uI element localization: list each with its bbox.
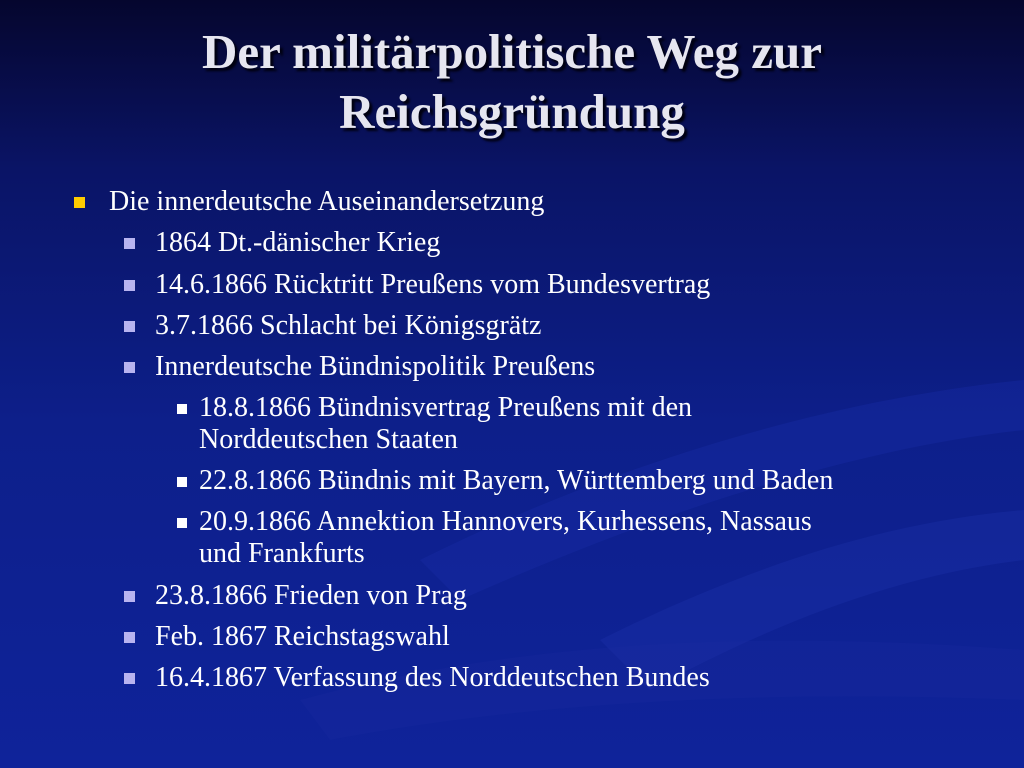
list-item: Feb. 1867 Reichstagswahl [155,621,450,652]
title-line-1: Der militärpolitische Weg zur [201,24,823,79]
main-bullet: Die innerdeutsche Auseinandersetzung [109,186,545,217]
bullet-marker-level2 [124,321,135,332]
sub-list-item: 20.9.1866 Annektion Hannovers, Kurhessens, Nassaus [199,506,812,537]
bullet-marker-level3 [177,518,187,528]
bullet-marker-level2 [124,632,135,643]
slide-title [40,22,984,142]
list-item: 3.7.1866 Schlacht bei Königsgrätz [155,310,542,341]
bullet-marker-level2 [124,673,135,684]
sub-list-item: 18.8.1866 Bündnisvertrag Preußens mit den [199,392,693,423]
sub-list-item-continuation: und Frankfurts [199,538,365,569]
bullet-marker-level2 [124,280,135,291]
bullet-marker-level3 [177,404,187,414]
list-item: 14.6.1866 Rücktritt Preußens vom Bundesvertrag [155,269,711,300]
bullet-marker-level3 [177,477,187,487]
bullet-marker-level2 [124,591,135,602]
sub-list-item-continuation: Norddeutschen Staaten [199,424,458,455]
list-item: 16.4.1867 Verfassung des Norddeutschen Bundes [155,662,710,693]
bullet-marker-level1 [74,197,85,208]
bullet-marker-level2 [124,238,135,249]
list-item: 23.8.1866 Frieden von Prag [155,580,467,611]
title-line-2: Reichsgründung [339,84,685,139]
sub-list-item: 22.8.1866 Bündnis mit Bayern, Württemberg und Baden [199,465,834,496]
list-item: 1864 Dt.-dänischer Krieg [155,227,441,258]
bullet-marker-level2 [124,362,135,373]
list-item: Innerdeutsche Bündnispolitik Preußens [155,351,596,382]
